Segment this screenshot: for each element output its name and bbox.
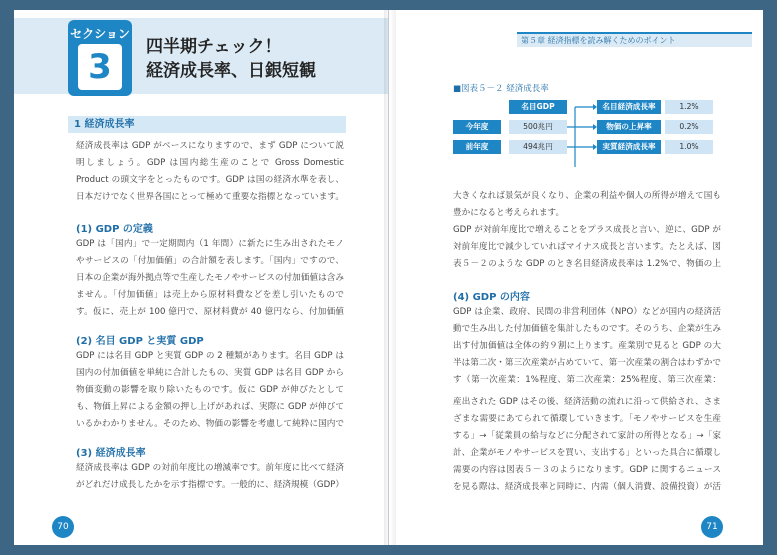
subheading-gdp-contents: (4) GDP の内容 <box>453 292 530 303</box>
figure-title: ■図表５－２ 経済成長率 <box>453 84 549 94</box>
subheading-gdp-definition: (1) GDP の定義 <box>76 224 153 235</box>
growth-rate-paragraph: 経済成長率は GDP の対前年度比の増減率です。前年度に比べて経済がどれだけ成長したかを示す指標です。一般的に、経済規模（GDP） <box>76 463 344 490</box>
gdp-definition-paragraph: GDP は「国内」で一定期間内（1 年間）に新たに生み出されたモノやサービスの「付加価値」の合計額を表します。「国内」ですので、日本の企業が海外拠点等で生産したモノやサービスの付加価値は含みません。「付加価値」は売上から原材料費などを差し引いたものです。仮に、売上が 100 億円で、原材料費が 40 億円なら、付加価値 <box>76 239 344 317</box>
chapter-header: 第５章 経済指標を読み解くためのポイント <box>517 32 752 47</box>
figure-result-value-price: 0.2% <box>665 120 713 134</box>
figure-connector-lines <box>567 100 597 176</box>
figure-result-label-real: 実質経済成長率 <box>597 140 661 154</box>
page-number-left: 70 <box>52 516 74 538</box>
figure-result-label-price: 物価の上昇率 <box>597 120 661 134</box>
figure-row-value-current: 500兆円 <box>509 120 567 134</box>
section-title-line1: 四半期チェック！ <box>146 37 282 57</box>
figure-result-value-nominal: 1.2% <box>665 100 713 114</box>
growth-rate-figure <box>453 100 713 176</box>
right-paragraph-4: 産出された GDP はその後、経済活動の流れに沿って供給され、さまざまな需要にあてられて循環していきます。「モノやサービスを生産する」→「従業員の給与などに分配されて家計の所得となる」→「家計、企業がモノやサービスを買い、支出する」といった具合に循環し <box>453 397 721 458</box>
section-badge <box>68 20 132 96</box>
right-paragraph-2: GDP が対前年度比で増えることをプラス成長と言い、逆に、GDP が対前年度比で減少していればマイナス成長と言います。たとえば、図表５－２のような GDP のとき名目経済成長率は 1.2%で、物価の上 <box>453 225 721 269</box>
figure-result-label-nominal: 名目経済成長率 <box>597 100 661 114</box>
subheading-growth-rate: (3) 経済成長率 <box>76 448 146 459</box>
page-number-right: 71 <box>701 516 723 538</box>
intro-paragraph: 経済成長率は GDP がベースになりますので、まず GDP について説明しましょう。GDP は国内総生産のことで Gross Domestic Product の頭文字をとったものです。GDP は国の経済水準を表し、日本だけでなく世界各国にとって極めて重要な指標となっています。 <box>76 141 344 202</box>
figure-header-nominal-gdp: 名目GDP <box>509 100 567 114</box>
left-page <box>14 10 389 545</box>
nominal-real-paragraph: GDP には名目 GDP と実質 GDP の 2 種類があります。名目 GDP は国内の付加価値を単純に合計したもの、実質 GDP は名目 GDP から物価変動の影響を取り除いたものです。仮に GDP が伸びたとしても、物価上昇による金額の押し上げがあれば、実際に GDP が伸びているかわかりません。そのため、物価の影響を考慮して純粋に国内で <box>76 351 344 429</box>
section-title-line2: 経済成長率、日銀短観 <box>146 61 316 81</box>
right-page <box>389 10 763 545</box>
right-paragraph-5: 需要の内容は図表５－３のようになります。GDP に関するニュースを見る際は、経済成長率と同時に、内需（個人消費、設備投資）が活 <box>453 465 721 492</box>
book-gutter <box>384 10 396 545</box>
figure-result-value-real: 1.0% <box>665 140 713 154</box>
figure-row-label-previous: 前年度 <box>453 140 501 154</box>
figure-row-label-current: 今年度 <box>453 120 501 134</box>
figure-row-value-previous: 494兆円 <box>509 140 567 154</box>
right-paragraph-1: 大きくなれば景気が良くなり、企業の利益や個人の所得が増えて国も豊かになると考えられます。 <box>453 191 721 218</box>
right-paragraph-3: GDP は企業、政府、民間の非営利団体（NPO）などが国内の経済活動で生み出した付加価値を集計したものです。そのうち、企業が生み出す付加価値は全体の約９割に上ります。産業別で見ると GDP の大半は第二次・第三次産業が占めていて、第一次産業の割合はわずかです（第一次産業：1%程度、第二次産業：25%程度、第三次産業： <box>453 307 721 385</box>
section-label: セクション <box>70 27 130 41</box>
subheading-nominal-real-gdp: (2) 名目 GDP と実質 GDP <box>76 336 204 347</box>
section-number: 3 <box>78 44 122 90</box>
heading-economic-growth: 1 経済成長率 <box>68 116 346 133</box>
